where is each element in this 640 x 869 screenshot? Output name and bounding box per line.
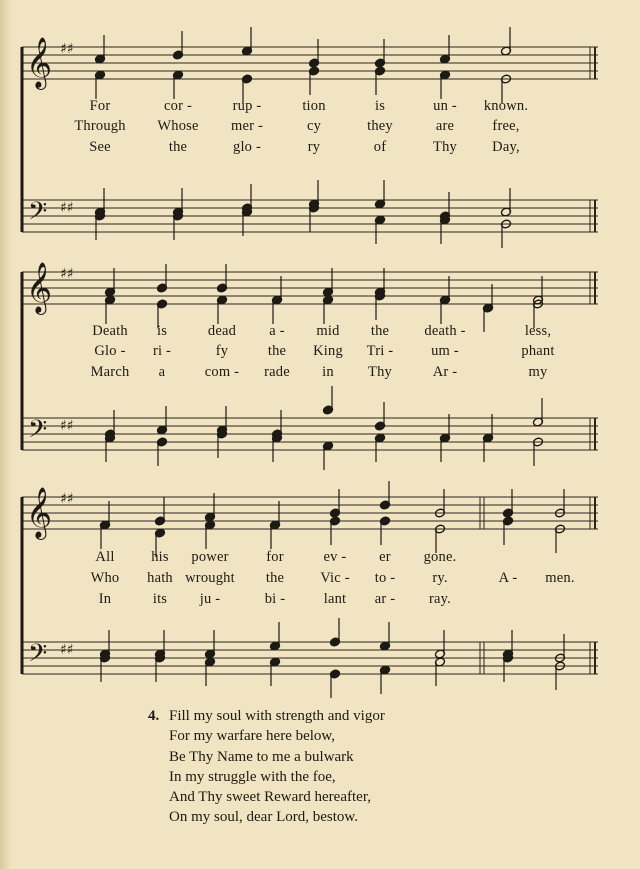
lyric-syllable: a - <box>269 323 285 339</box>
lyric-syllable: Day, <box>492 139 520 155</box>
lyric-syllable: wrought <box>185 570 235 586</box>
lyric-syllable: Thy <box>433 139 457 155</box>
lyric-syllable: er <box>379 549 391 565</box>
lyric-syllable: is <box>374 98 386 114</box>
lyric-syllable: phant <box>521 343 555 359</box>
lyric-syllable: cy <box>306 118 322 134</box>
lyric-syllable: a <box>158 364 166 380</box>
lyric-syllable: the <box>370 323 390 339</box>
lyric-syllable: are <box>435 118 455 134</box>
lyric-syllable: In <box>98 591 112 607</box>
lyric-syllable: the <box>265 570 285 586</box>
lyric-syllable: of <box>373 139 387 155</box>
lyric-syllable: less, <box>524 323 552 339</box>
lyric-syllable: For <box>89 98 111 114</box>
key-signature-sharps: ♯♯ <box>60 418 74 434</box>
lyric-syllable: death - <box>424 323 466 339</box>
treble-clef-icon: 𝄞 <box>26 37 53 88</box>
lyric-syllable: un - <box>433 98 457 114</box>
lyric-syllable: hath <box>147 570 173 586</box>
lyric-syllable: Ar - <box>432 364 458 380</box>
bass-clef-icon: 𝄢 <box>28 639 48 674</box>
lyric-syllable: gone. <box>423 549 457 565</box>
lyric-syllable: fy <box>215 343 229 359</box>
lyric-syllable: the <box>267 343 287 359</box>
key-signature-sharps: ♯♯ <box>60 266 74 282</box>
lyric-syllable: March <box>90 364 130 380</box>
lyric-syllable: his <box>151 549 169 565</box>
lyric-syllable: Thy <box>368 364 392 380</box>
key-signature-sharps: ♯♯ <box>60 642 74 658</box>
lyric-syllable: Who <box>90 570 120 586</box>
lyric-syllable: free, <box>492 118 520 134</box>
key-signature-sharps: ♯♯ <box>60 200 74 216</box>
lyric-syllable: power <box>191 549 229 565</box>
lyric-syllable: Glo - <box>94 343 126 359</box>
lyric-syllable: Whose <box>157 118 199 134</box>
lyric-syllable: they <box>367 118 393 134</box>
verse-line: On my soul, dear Lord, bestow. <box>169 809 358 826</box>
lyric-syllable: rade <box>264 364 290 380</box>
lyric-syllable: ray. <box>429 591 451 607</box>
lyric-syllable: ju - <box>199 591 221 607</box>
lyric-syllable: Vic - <box>320 570 350 586</box>
lyric-syllable: to - <box>374 570 396 586</box>
lyric-syllable: Death <box>92 323 128 339</box>
lyric-syllable: rup - <box>232 98 262 114</box>
lyric-syllable: ry <box>307 139 321 155</box>
treble-clef-icon: 𝄞 <box>26 262 53 313</box>
lyric-syllable: dead <box>207 323 237 339</box>
lyric-syllable: lant <box>323 591 347 607</box>
lyric-syllable: ar - <box>374 591 396 607</box>
verse-line: For my warfare here below, <box>169 728 336 745</box>
lyric-syllable: All <box>95 549 115 565</box>
lyric-syllable: the <box>168 139 188 155</box>
lyric-syllable: is <box>156 323 168 339</box>
lyric-syllable: men. <box>545 570 575 586</box>
lyric-syllable: bi - <box>264 591 286 607</box>
verse-line: Fill my soul with strength and vigor <box>169 708 385 724</box>
lyric-syllable: tion <box>302 98 326 114</box>
lyric-syllable: mid <box>316 323 340 339</box>
bass-clef-icon: 𝄢 <box>28 415 48 450</box>
lyric-syllable: my <box>528 364 548 380</box>
lyric-syllable: King <box>313 343 343 359</box>
key-signature-sharps: ♯♯ <box>60 491 74 507</box>
lyric-syllable: glo - <box>233 139 261 155</box>
verse-4 <box>148 706 385 828</box>
lyric-syllable: com - <box>204 364 240 380</box>
verse-line: Be Thy Name to me a bulwark <box>169 748 354 765</box>
lyric-syllable: known. <box>483 98 529 114</box>
lyric-syllable: in <box>322 364 334 380</box>
lyric-syllable: A - <box>498 570 518 586</box>
lyric-syllable: cor - <box>164 98 192 114</box>
lyric-syllable: ry. <box>432 570 448 586</box>
key-signature-sharps: ♯♯ <box>60 41 74 57</box>
lyric-syllable: for <box>266 549 284 565</box>
lyric-syllable: Through <box>74 118 126 134</box>
lyric-syllable: um - <box>431 343 459 359</box>
lyric-syllable: See <box>89 139 111 155</box>
lyric-syllable: its <box>152 591 168 607</box>
lyric-syllable: mer - <box>231 118 263 134</box>
lyric-syllable: ev - <box>323 549 347 565</box>
verse-line: In my struggle with the foe, <box>169 768 336 785</box>
verse-number: 4. <box>148 708 160 724</box>
verse-line: And Thy sweet Reward hereafter, <box>169 789 371 806</box>
treble-clef-icon: 𝄞 <box>26 487 53 538</box>
lyric-syllable: ri - <box>152 343 172 359</box>
lyric-syllable: Tri - <box>366 343 394 359</box>
bass-clef-icon: 𝄢 <box>28 197 48 232</box>
